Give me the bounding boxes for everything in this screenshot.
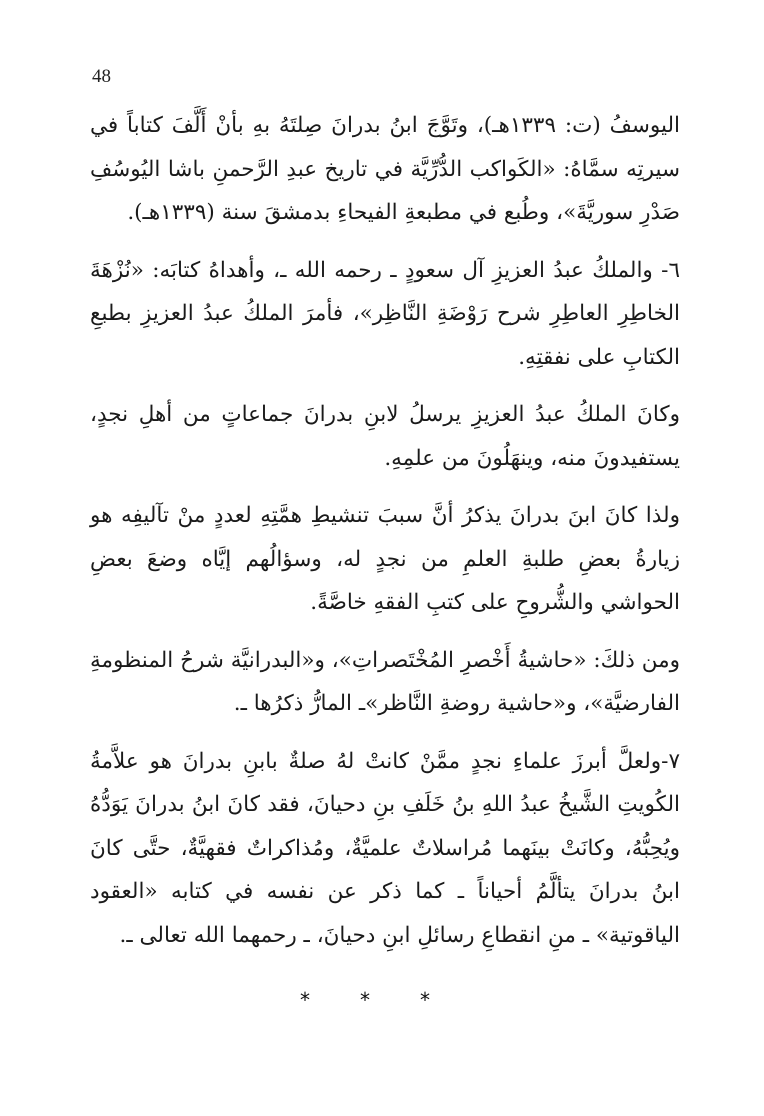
paragraph: اليوسفُ (ت: ١٣٣٩هـ)، وتَوَّجَ ابنُ بدرانَ صِلتَهُ بهِ بأنْ أَلَّفَ كتاباً في سيرتِه سمَّاهُ: «الكَواكب الدُّرِّيَّة في تاريخ عبدِ الرَّحمنِ باشا اليُوسُفِ صَدْرِ سوريَّةَ»، وطُبع في مطبعةِ الفيحاءِ بدمشقَ سنة (١٣٣٩هـ). — [90, 113, 680, 225]
paragraph: ولذا كانَ ابنَ بدرانَ يذكرُ أنَّ سببَ تنشيطِ همَّتِهِ لعددٍ منْ تآليفِه هو زيارةُ بعضِ طلبةِ العلمِ من نجدٍ له، وسؤالُهم إيَّاه وضعَ بعضِ الحواشي والشُّروحِ على كتبِ الفقهِ خاصَّةً. — [90, 503, 680, 615]
page-number: 48 — [92, 66, 111, 87]
separator-star: * — [420, 988, 464, 1012]
paragraph: ومن ذلكَ: «حاشيةُ أَخْصرِ المُخْتَصراتِ»، و«البدرانيَّة شرحُ المنظومةِ الفارضيَّة»، و«حاشية روضةِ النَّاظر»ـ المارُّ ذكرُها ـ. — [90, 647, 680, 716]
paragraph: وكانَ الملكُ عبدُ العزيزِ يرسلُ لابنِ بدرانَ جماعاتٍ من أهلِ نجدٍ، يستفيدونَ منه، وينهَلُونَ من علمِهِ. — [90, 402, 680, 471]
page-body — [90, 104, 680, 971]
separator-star: * — [300, 988, 344, 1012]
paragraph: ٧-ولعلَّ أبرزَ علماءِ نجدٍ ممَّنْ كانتْ لهُ صلةٌ بابنِ بدرانَ هو علاَّمةُ الكُويتِ الشَّيخُ عبدُ اللهِ بنُ خَلَفِ بنِ دحيانَ، فقد كانَ ابنُ بدرانَ يَوَدُّهُ ويُحِبُّهُ، وكانَتْ بينَهما مُراسلاتٌ علميَّةٌ، ومُذاكراتٌ فقهيَّةٌ، حتَّى كانَ ابنُ بدرانَ يتألَّمُ أحياناً ـ كما ذكر عن نفسه في كتابه «العقود الياقوتية» ـ منِ انقطاعِ رسائلِ ابنِ دحيانَ، ـ رحمهما الله تعالى ـ. — [90, 748, 680, 948]
section-separator — [0, 988, 764, 1012]
separator-star: * — [360, 988, 404, 1012]
paragraph: ٦- والملكُ عبدُ العزيزِ آل سعودٍ ـ رحمه الله ـ، وأهداهُ كتابَه: «نُزْهَةَ الخاطِرِ العاطِرِ شرح رَوْضَةِ النَّاظِر»، فأمرَ الملكُ عبدُ العزيزِ بطبعِ الكتابِ على نفقتِهِ. — [90, 257, 680, 370]
